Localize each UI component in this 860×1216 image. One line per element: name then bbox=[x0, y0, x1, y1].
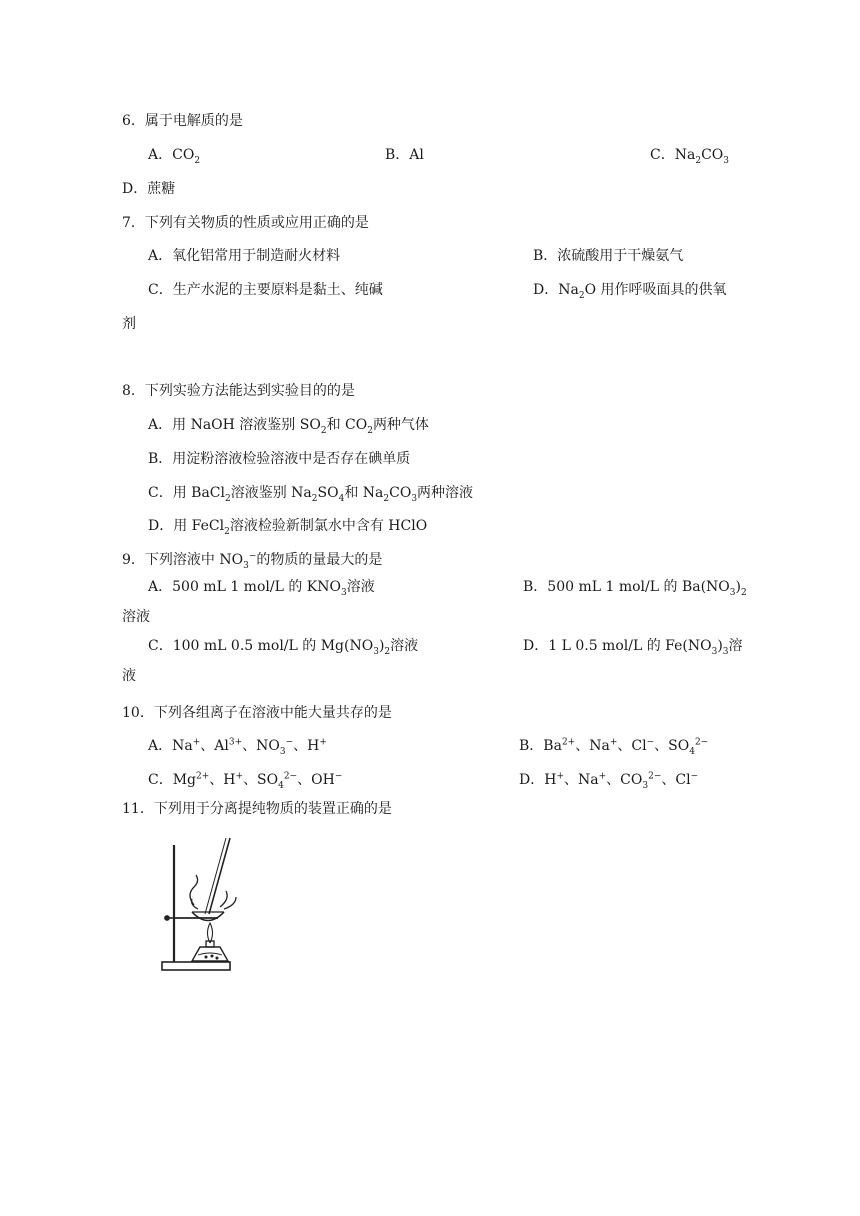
question-7-option-d-continuation: 剂 bbox=[122, 316, 136, 332]
question-7-stem: 7．下列有关物质的性质或应用正确的是 bbox=[122, 215, 369, 231]
question-10-stem: 10．下列各组离子在溶液中能大量共存的是 bbox=[122, 705, 392, 721]
question-6-option-a: A．$CO_2$ bbox=[148, 147, 201, 166]
question-7-option-a: A．氧化铝常用于制造耐火材料 bbox=[148, 248, 341, 264]
question-6-option-b: B．Al bbox=[385, 147, 424, 163]
question-6-stem: 6．属于电解质的是 bbox=[122, 113, 243, 129]
question-9-option-c: C．100 mL 0.5 mol/L 的 $Mg(NO_3)_2$溶液 bbox=[148, 638, 419, 657]
question-10-option-b: B．$Ba^{2+}$、Na+、Cl−、$SO_4^{2-}$ bbox=[519, 737, 709, 757]
question-6-option-d: D．蔗糖 bbox=[122, 181, 176, 197]
question-8-option-b: B．用淀粉溶液检验溶液中是否存在碘单质 bbox=[148, 451, 411, 467]
question-9-option-d: D．1 L 0.5 mol/L 的 $Fe(NO_3)_3$溶 bbox=[523, 638, 743, 657]
question-8-option-c: C．用 BaCl$_2$溶液鉴别 $Na_2SO_4$和 $Na_2CO_3$两种溶液 bbox=[148, 485, 474, 504]
question-9-option-a: A．500 mL 1 mol/L 的 $KNO_3$溶液 bbox=[148, 579, 375, 598]
question-6-option-c: C．$Na_2CO_3$ bbox=[650, 147, 729, 166]
question-7-option-c: C．生产水泥的主要原料是黏土、纯碱 bbox=[148, 282, 383, 298]
question-9-stem: 9．下列溶液中 $NO_3^-$的物质的量最大的是 bbox=[122, 551, 383, 571]
question-8-option-a: A．用 NaOH 溶液鉴别 $SO_2$和 $CO_2$两种气体 bbox=[148, 417, 429, 436]
question-7-option-d: D．$Na_2O$ 用作呼吸面具的供氧 bbox=[533, 282, 727, 301]
question-8-stem: 8．下列实验方法能达到实验目的的是 bbox=[122, 383, 355, 399]
question-8-option-d: D．用 FeCl$_2$溶液检验新制氯水中含有 HClO bbox=[148, 518, 428, 537]
question-10-option-d: D．H+、Na+、$CO_3^{2-}$、Cl− bbox=[519, 771, 699, 791]
evaporation-apparatus-icon bbox=[150, 835, 250, 980]
question-9-option-b: B．500 mL 1 mol/L 的 $Ba(NO_3)_2$ bbox=[523, 579, 747, 598]
question-7-option-b: B．浓硫酸用于干燥氨气 bbox=[533, 248, 684, 264]
question-9-option-d-continuation: 液 bbox=[122, 668, 136, 684]
question-11-stem: 11．下列用于分离提纯物质的装置正确的是 bbox=[122, 801, 392, 817]
question-10-option-c: C．$Mg^{2+}$、H+、$SO_4^{2-}$、OH− bbox=[148, 771, 343, 791]
question-9-option-b-continuation: 溶液 bbox=[122, 609, 150, 625]
question-10-option-a: A．Na+、$Al^{3+}$、$NO_3^-$、H+ bbox=[148, 737, 327, 757]
